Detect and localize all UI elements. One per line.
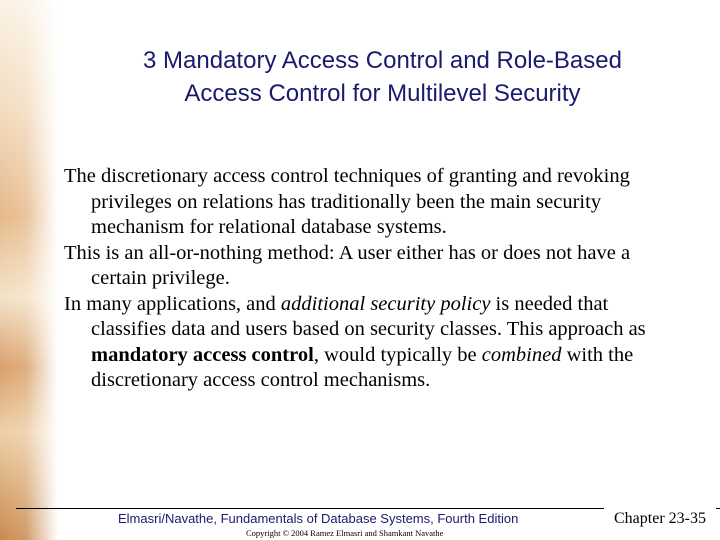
slide-body xyxy=(64,164,684,394)
paragraph-all-or-nothing: This is an all-or-nothing method: A user either has or does not have a certain privilege. xyxy=(64,241,631,289)
bold-term: mandatory access control xyxy=(91,343,314,366)
slide-title: 3 Mandatory Access Control and Role-Based Access Control for Multilevel Security xyxy=(143,47,622,107)
footer-copyright: Copyright © 2004 Ramez Elmasri and Shamkant Navathe xyxy=(246,528,444,538)
paragraph-text: In many applications, and xyxy=(64,292,281,315)
italic-emphasis: combined xyxy=(481,343,562,366)
paragraph-text: is needed that classifies data and users based on security classes. This approach as xyxy=(91,292,646,340)
footer-book-title: Elmasri/Navathe, Fundamentals of Database Systems, Fourth Edition xyxy=(118,511,519,526)
decorative-background-strip xyxy=(0,0,58,540)
italic-emphasis: additional security policy xyxy=(280,292,491,315)
paragraph-text: with the discretionary access control mechanisms. xyxy=(91,343,634,391)
chapter-page-label: Chapter 23-35 xyxy=(604,506,716,532)
paragraph-discretionary: The discretionary access control techniques of granting and revoking privileges on relations has traditionally been the main security mechanism for relational database systems. xyxy=(64,165,630,238)
paragraph-mandatory xyxy=(64,292,684,394)
paragraph-text: , would typically be xyxy=(313,343,482,366)
